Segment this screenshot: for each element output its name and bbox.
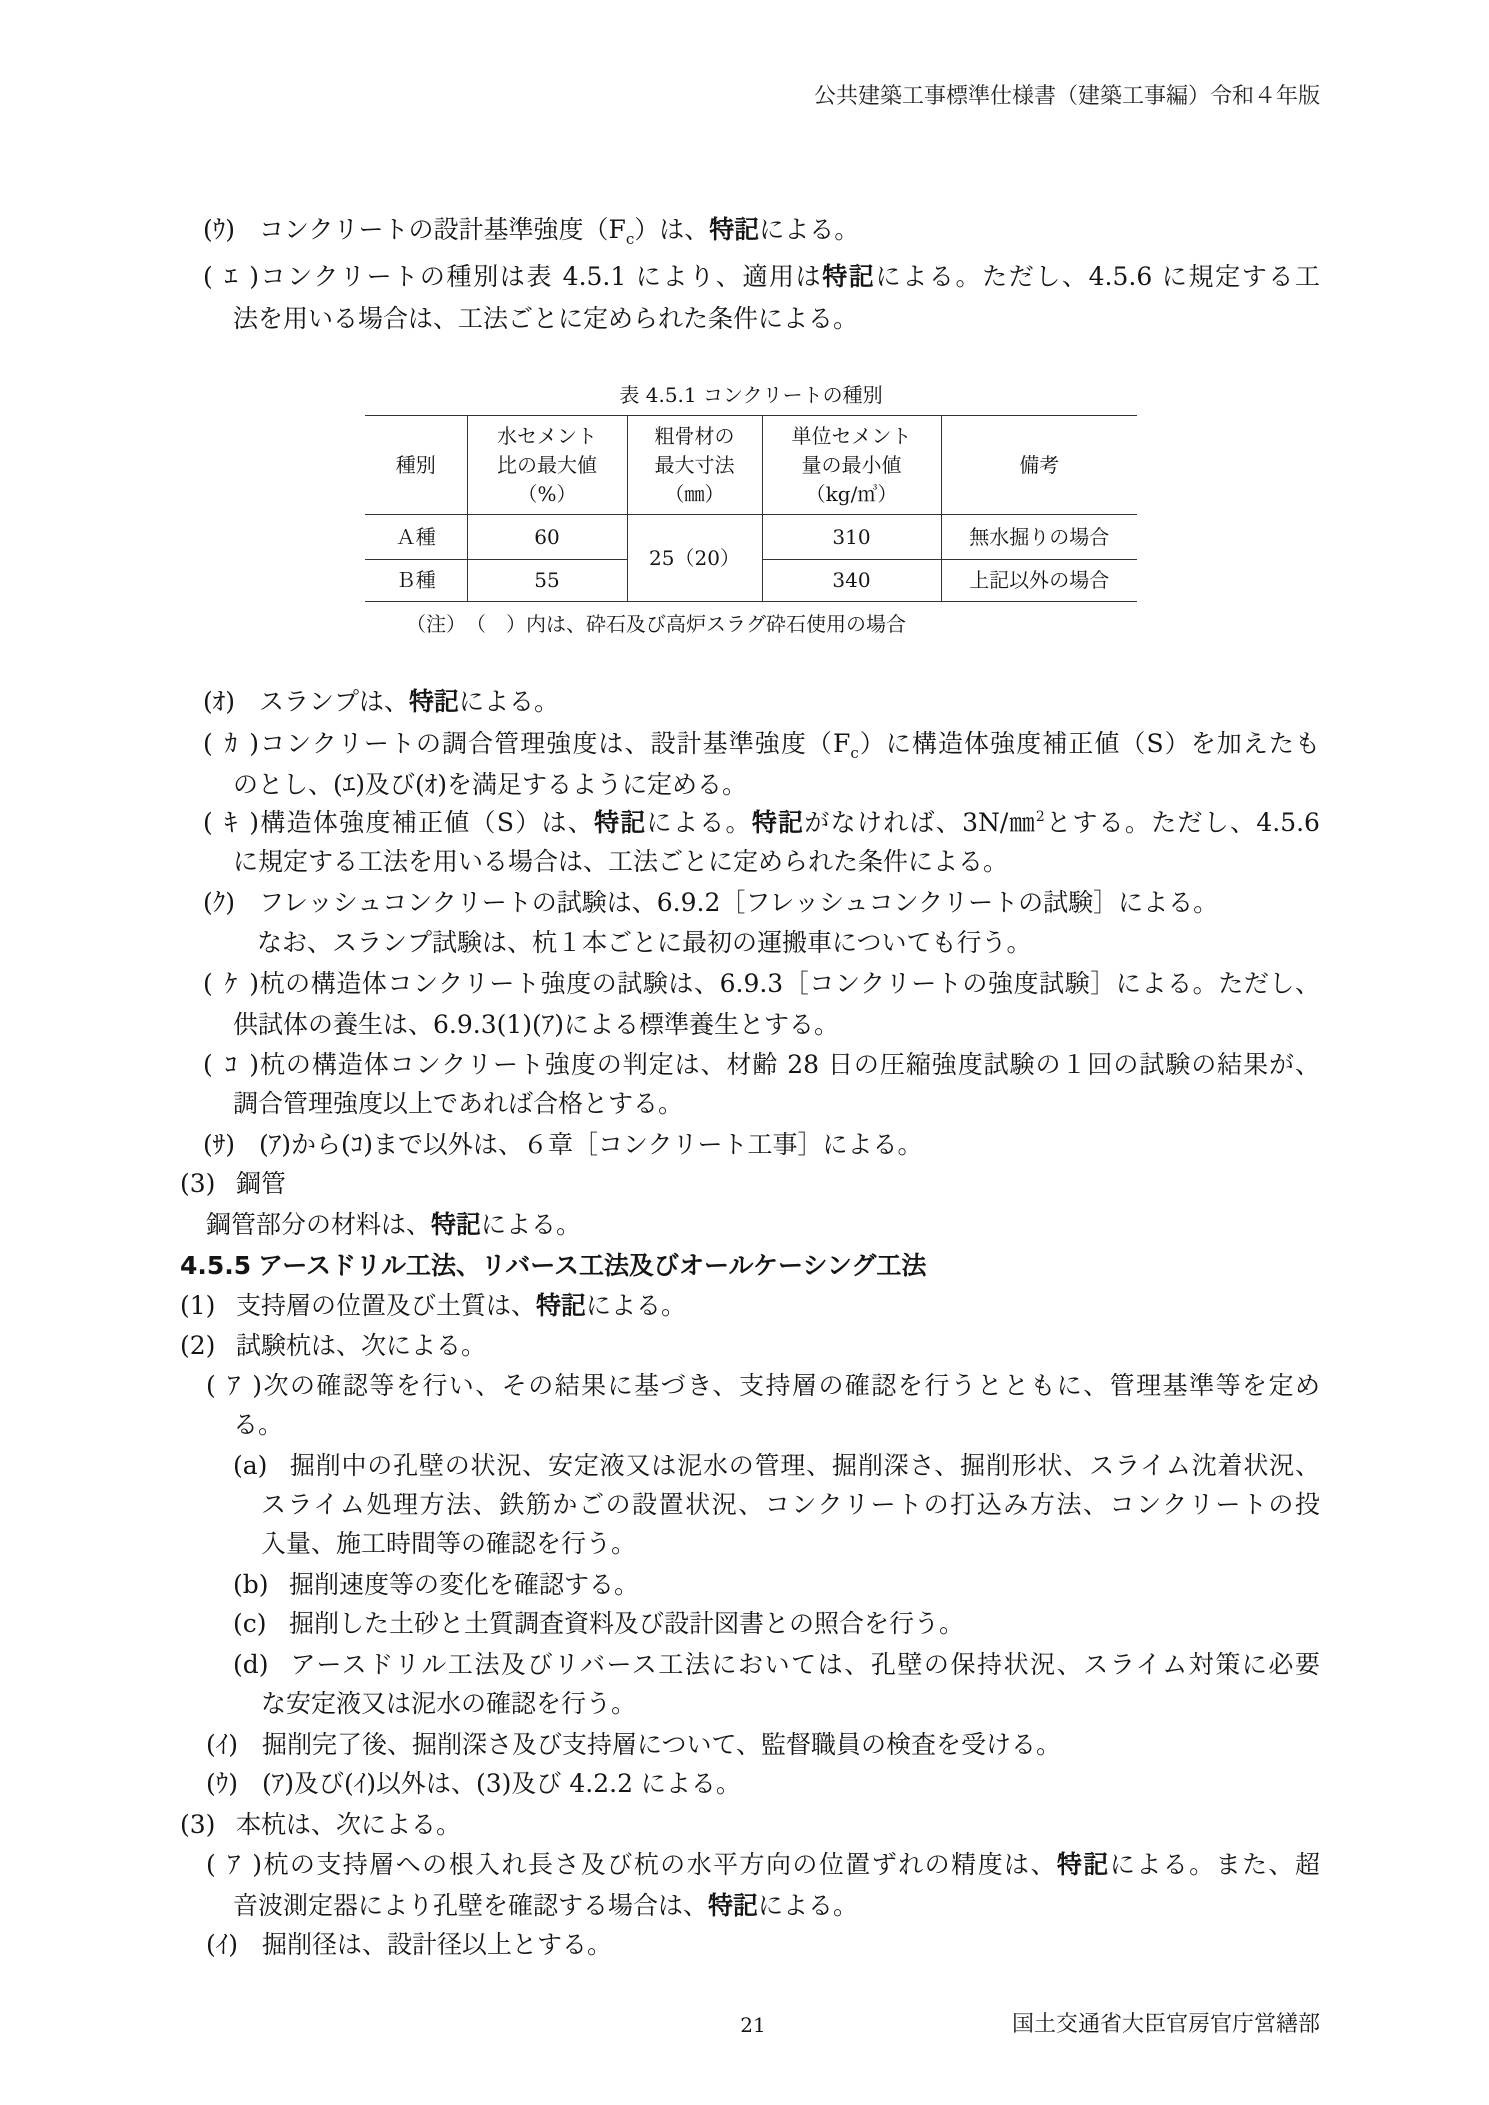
line-text: 試験杭は、次による。: [236, 1331, 487, 1360]
text-line: [261, 1684, 636, 1724]
line-text: とする。ただし、4.5.6: [1044, 808, 1320, 837]
table-note: （注） （ ）内は、砕石及び高炉スラグ砕石使用の場合: [406, 612, 906, 636]
line-text: による。: [481, 1210, 582, 1239]
text-line: [233, 765, 747, 805]
line-text: による。: [459, 687, 560, 716]
line-text: る。: [233, 1410, 284, 1439]
table-header-row: [365, 416, 1137, 515]
text-line: [206, 1925, 612, 1965]
section-heading: [180, 1246, 926, 1286]
text-line: [261, 1524, 636, 1564]
document-header-title: 公共建築工事標準仕様書（建築工事編）令和４年版: [813, 84, 1320, 109]
text-line: [206, 1205, 581, 1245]
text-line: [206, 1366, 1320, 1406]
line-text: 調合管理強度以上であれば合格とする。: [233, 1089, 684, 1118]
emphasis-text: 特記: [709, 215, 760, 244]
item-marker: (3): [180, 1169, 216, 1198]
text-line: [233, 1405, 283, 1445]
line-text: (ｱ)及び(ｲ)以外は、(3)及び 4.2.2 による。: [262, 1769, 741, 1798]
line-text: アースドリル工法及びリバース工法においては、孔壁の保持状況、スライム対策に必要: [289, 1650, 1320, 1679]
header-text: 備考: [1019, 452, 1060, 477]
table-cell-merged: 25（20）: [627, 515, 762, 602]
footer-organization: 国土交通省大臣官房官庁営繕部: [1011, 2012, 1320, 2037]
text-line: [233, 299, 858, 339]
text-line: [233, 1886, 858, 1926]
item-marker: (ｻ): [203, 1130, 236, 1159]
line-text: 杭の構造体コンクリート強度の判定は、材齢 28 日の圧縮強度試験の１回の試験の結果が、: [259, 1050, 1320, 1079]
column-header: [627, 416, 762, 515]
emphasis-text: 特記: [822, 262, 876, 291]
item-marker: (ｸ): [203, 888, 236, 917]
line-text: 本杭は、次による。: [236, 1810, 462, 1839]
line-text: スライム処理方法、鉄筋かごの設置状況、コンクリートの打込み方法、コンクリートの投: [261, 1490, 1320, 1519]
table-cell: Ｂ種: [365, 560, 467, 602]
table-cell: 60: [467, 515, 627, 560]
text-line: [206, 1845, 1320, 1885]
emphasis-text: 特記: [751, 808, 805, 837]
text-line: [180, 1326, 486, 1366]
item-marker: (ｳ): [206, 1769, 239, 1798]
text-line: [203, 1125, 923, 1165]
concrete-type-table: [365, 415, 1137, 602]
line-text: 鋼管部分の材料は、: [206, 1210, 432, 1239]
subscript: c: [850, 744, 859, 762]
item-marker: (ｶ): [203, 729, 259, 758]
text-line: [203, 803, 1320, 843]
text-line: [203, 724, 1320, 764]
line-text: コンクリートの調合管理強度は、設計基準強度（F: [259, 729, 851, 758]
header-text: 粗骨材の: [654, 423, 735, 448]
text-line: [233, 1005, 839, 1045]
header-text: 比の最大値: [497, 452, 597, 477]
line-text: コンクリートの設計基準強度（F: [259, 215, 626, 244]
emphasis-text: 特記: [1056, 1850, 1110, 1879]
item-marker: (a): [233, 1451, 268, 1480]
item-marker: (ｲ): [206, 1730, 239, 1759]
table-cell: 55: [467, 560, 627, 602]
table-cell: Ａ種: [365, 515, 467, 560]
section-number: 4.5.5: [180, 1251, 252, 1280]
line-text: ）は、: [634, 215, 710, 244]
section-title: アースドリル工法、リバース工法及びオールケーシング工法: [258, 1251, 927, 1280]
text-line: [203, 1045, 1320, 1085]
text-line: [206, 1725, 1061, 1765]
item-marker: (ｲ): [206, 1930, 239, 1959]
text-line: [203, 257, 1320, 297]
line-text: がなければ、3N/㎜: [804, 808, 1036, 837]
emphasis-text: 特記: [708, 1891, 759, 1920]
subscript: c: [625, 230, 635, 248]
column-header: [467, 416, 627, 515]
header-text: 量の最小値: [801, 452, 902, 477]
line-text: 構造体強度補正値（S）は、: [259, 808, 595, 837]
line-text: 杭の支持層への根入れ長さ及び杭の水平方向の位置ずれの精度は、: [262, 1850, 1057, 1879]
emphasis-text: 特記: [536, 1291, 587, 1320]
text-line: [257, 923, 1032, 963]
line-text: による。: [759, 215, 860, 244]
item-marker: (ｹ): [203, 969, 259, 998]
header-text: 単位セメント: [791, 423, 912, 448]
header-text: 最大寸法: [654, 452, 735, 477]
item-marker: (b): [233, 1570, 269, 1599]
line-text: (ｱ)から(ｺ)まで以外は、６章［コンクリート工事］による。: [259, 1130, 923, 1159]
line-text: 杭の構造体コンクリート強度の試験は、6.9.3［コンクリートの強度試験］による。ただし、: [259, 969, 1320, 998]
text-line: [261, 1485, 1320, 1525]
text-line: [233, 1565, 639, 1605]
line-text: 鋼管: [236, 1169, 287, 1198]
table-cell: 340: [762, 560, 941, 602]
line-text: スランプは、: [259, 687, 410, 716]
text-line: [233, 842, 1008, 882]
line-text: のとし、(ｴ)及び(ｵ)を満足するように定める。: [233, 770, 748, 799]
table-cell: 上記以外の場合: [941, 560, 1137, 602]
line-text: 音波測定器により孔壁を確認する場合は、: [233, 1891, 709, 1920]
line-text: による。: [646, 808, 752, 837]
table-caption: 表 4.5.1 コンクリートの種別: [619, 383, 883, 407]
line-text: フレッシュコンクリートの試験は、6.9.2［フレッシュコンクリートの試験］による。: [259, 888, 1219, 917]
text-line: [180, 1805, 461, 1845]
text-line: [203, 964, 1320, 1004]
line-text: 掘削速度等の変化を確認する。: [289, 1570, 640, 1599]
item-marker: (2): [180, 1331, 216, 1360]
header-text: 水セメント: [497, 423, 597, 448]
page-number: 21: [740, 2013, 766, 2037]
text-line: [180, 1164, 286, 1204]
line-text: 掘削した土砂と土質調査資料及び設計図書との照合を行う。: [289, 1609, 965, 1638]
line-text: 掘削完了後、掘削深さ及び支持層について、監督職員の検査を受ける。: [262, 1730, 1062, 1759]
text-line: [203, 682, 559, 722]
line-text: 法を用いる場合は、工法ごとに定められた条件による。: [233, 304, 859, 333]
item-marker: (ｵ): [203, 687, 236, 716]
text-line: [233, 1645, 1320, 1685]
column-header: [941, 416, 1137, 515]
item-marker: (ｱ): [206, 1850, 262, 1879]
header-text: （kg/㎥）: [805, 481, 898, 506]
text-line: [233, 1084, 683, 1124]
line-text: による。また、超: [1109, 1850, 1320, 1879]
table-row: [365, 515, 1137, 560]
line-text: な安定液又は泥水の確認を行う。: [261, 1689, 637, 1718]
line-text: 掘削径は、設計径以上とする。: [262, 1930, 613, 1959]
text-line: [206, 1764, 741, 1804]
text-line: [203, 210, 859, 250]
header-text: （㎜）: [664, 481, 725, 506]
line-text: ）に構造体強度補正値（S）を加えたも: [858, 729, 1320, 758]
item-marker: (ｴ): [203, 262, 259, 291]
text-line: [180, 1286, 686, 1326]
table-cell: 310: [762, 515, 941, 560]
header-text: （%）: [517, 481, 577, 506]
item-marker: (ｺ): [203, 1050, 259, 1079]
line-text: による。: [758, 1891, 859, 1920]
item-marker: (3): [180, 1810, 216, 1839]
line-text: 支持層の位置及び土質は、: [236, 1291, 537, 1320]
item-marker: (c): [233, 1609, 267, 1638]
emphasis-text: 特記: [431, 1210, 482, 1239]
line-text: 次の確認等を行い、その結果に基づき、支持層の確認を行うとともに、管理基準等を定め: [262, 1371, 1320, 1400]
line-text: 供試体の養生は、6.9.3(1)(ｱ)による標準養生とする。: [233, 1010, 840, 1039]
text-line: [233, 1446, 1320, 1486]
text-line: [203, 883, 1218, 923]
item-marker: (ｳ): [203, 215, 236, 244]
emphasis-text: 特記: [594, 808, 647, 837]
text-line: [233, 1604, 964, 1644]
column-header: [365, 416, 467, 515]
line-text: による。: [586, 1291, 687, 1320]
line-text: による。ただし、4.5.6 に規定する工: [875, 262, 1320, 291]
item-marker: (d): [233, 1650, 269, 1679]
line-text: 入量、施工時間等の確認を行う。: [261, 1529, 637, 1558]
line-text: 掘削中の孔壁の状況、安定液又は泥水の管理、掘削深さ、掘削形状、スライム沈着状況、: [289, 1451, 1320, 1480]
item-marker: (ｱ): [206, 1371, 262, 1400]
line-text: に規定する工法を用いる場合は、工法ごとに定められた条件による。: [233, 847, 1009, 876]
item-marker: (ｷ): [203, 808, 259, 837]
line-text: なお、スランプ試験は、杭１本ごとに最初の運搬車についても行う。: [257, 928, 1032, 957]
line-text: コンクリートの種別は表 4.5.1 により、適用は: [259, 262, 823, 291]
superscript: 2: [1035, 809, 1045, 825]
header-text: 種別: [395, 452, 436, 477]
column-header: [762, 416, 941, 515]
emphasis-text: 特記: [409, 687, 460, 716]
item-marker: (1): [180, 1291, 216, 1320]
table-cell: 無水掘りの場合: [941, 515, 1137, 560]
